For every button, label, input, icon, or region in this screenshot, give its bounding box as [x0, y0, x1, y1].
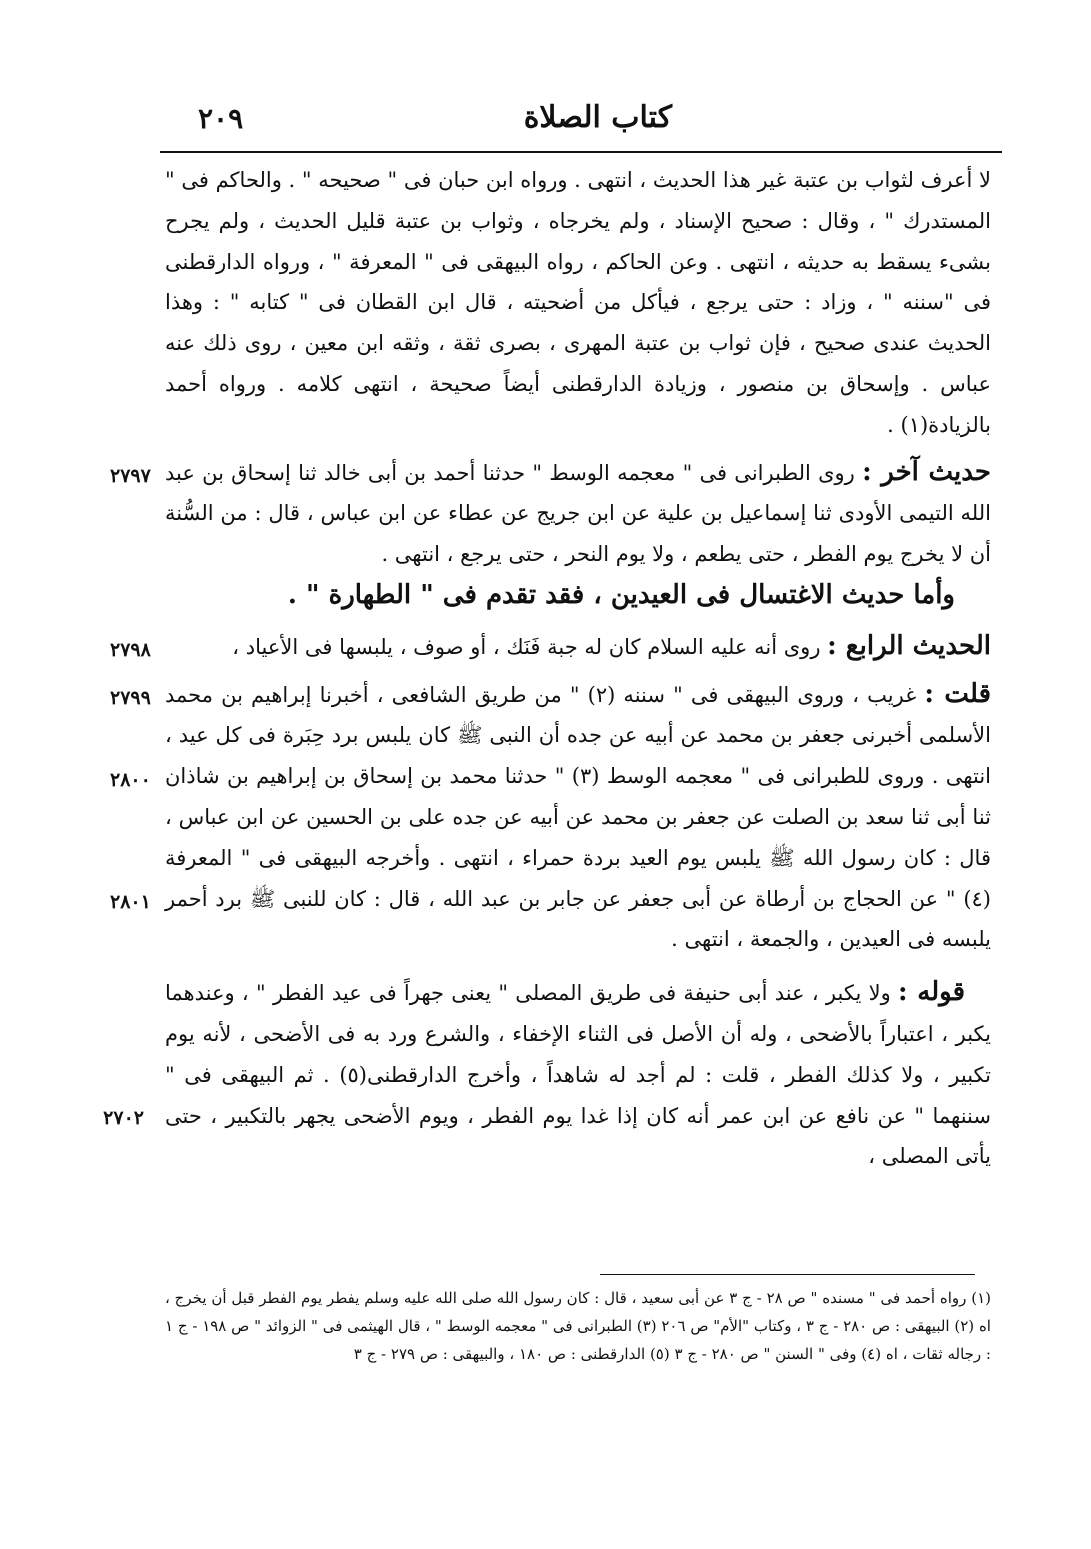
hadith-number: ٢٧٠٢ — [103, 1107, 144, 1130]
paragraph-text: غريب ، وروى البيهقى فى " سننه (٢) " من طريق الشافعى ، أخبرنا إبراهيم بن محمد الأسلمى أخبرنى جعفر بن محمد عن أبيه عن جده أن النبى ﷺ كان يلبس برد حِبَرة فى كل عيد ، انتهى . وروى للطبرانى فى " معجمه الوسط (٣) " حدثنا محمد بن إسحاق بن إبراهيم بن شاذان ثنا أبى ثنا سعد بن الصلت عن جعفر بن محمد عن أبيه عن جده على بن الحسين عن ابن عباس ، قال : كان رسول الله ﷺ يلبس يوم العيد بردة حمراء ، انتهى . وأخرجه البيهقى فى " المعرفة (٤) " عن الحجاج بن أرطاة عن أبى جعفر عن جابر بن عبد الله ، قال : كان للنبى ﷺ برد أحمر يلبسه فى العيدين ، والجمعة ، انتهى . — [165, 682, 991, 952]
hadith-paragraph-2798 — [110, 626, 991, 668]
hadith-number: ٢٧٩٩ — [110, 686, 151, 709]
paragraph-1: لا أعرف لثواب بن عتبة غير هذا الحديث ، انتهى . ورواه ابن حبان فى " صحيحه " . والحاكم فى " المستدرك " ، وقال : صحيح الإسناد ، ولم يخرجاه ، وثواب بن عتبة قليل الحديث ، ولم يجرح بشىء يسقط به حديثه ، انتهى . وعن الحاكم ، رواه البيهقى فى " المعرفة " ، ورواه الدارقطنى فى "سننه " ، وزاد : حتى يرجع ، فيأكل من أضحيته ، قال ابن القطان فى " كتابه " : وهذا الحديث عندى صحيح ، فإن ثواب بن عتبة المهرى ، بصرى ثقة ، وثقه ابن معين ، روى ذلك عنه عباس . وإسحاق بن منصور ، وزيادة الدارقطنى أيضاً صحيحة ، انتهى كلامه . ورواه أحمد بالزيادة(١) . — [165, 168, 991, 437]
hadith-number: ٢٨٠٠ — [110, 768, 151, 791]
footnotes — [165, 1284, 991, 1368]
paragraph-text: روى أنه عليه السلام كان له جبة فَنَك ، أو صوف ، يلبسها فى الأعياد ، — [232, 634, 821, 659]
hadith-paragraph-2799 — [110, 674, 991, 961]
header-rule — [160, 151, 1002, 153]
paragraph-qawluhu — [103, 972, 991, 1177]
hadith-number: ٢٨٠١ — [110, 890, 151, 913]
paragraph-text: ولا يكبر ، عند أبى حنيفة فى طريق المصلى " يعنى جهراً فى عيد الفطر " ، وعندهما يكبر ، اعتباراً بالأضحى ، وله أن الأصل فى الثناء الإخفاء ، والشرع ورد به فى الأضحى ، لأنه يوم تكبير ، ولا كذلك الفطر ، قلت : لم أجد له شاهداً ، وأخرج الدارقطنى(٥) . ثم البيهقى فى " سننهما " عن نافع عن ابن عمر أنه كان إذا غدا يوم الفطر ، ويوم الأضحى يجهر بالتكبير ، حتى يأتى المصلى ، — [165, 981, 991, 1169]
footnote-text: (١) رواه أحمد فى " مسنده " ص ٢٨ - ج ٣ عن أبى سعيد ، قال : كان رسول الله صلى الله عليه وسلم يفطر يوم الفطر قبل أن يخرج ، اه (٢) البيهقى : ص ٢٨٠ - ج ٣ ، وكتاب "الأم" ص ٢٠٦ (٣) الطبرانى فى " معجمه الوسط " ، قال الهيثمى فى " الزوائد " ص ١٩٨ - ج ١ : رجاله ثقات ، اه (٤) وفى " السنن " ص ٢٨٠ - ج ٣ (٥) الدارقطنى : ص ١٨٠ ، والبيهقى : ص ٢٧٩ - ج ٣ — [165, 1289, 991, 1363]
section-lead: حديث آخر : — [862, 456, 991, 487]
hadith-number: ٢٧٩٨ — [110, 638, 151, 661]
hadith-number: ٢٧٩٧ — [110, 464, 151, 487]
book-title: كتاب الصلاة — [523, 100, 672, 135]
paragraph-ghusl: وأما حديث الاغتسال فى العيدين ، فقد تقدم فى " الطهارة " . — [287, 579, 955, 610]
hadith-paragraph-2797 — [110, 452, 991, 575]
footnote-rule — [600, 1274, 975, 1275]
section-lead: قوله : — [898, 977, 965, 1008]
page-header — [160, 92, 1002, 148]
section-lead: قلت : — [924, 678, 991, 709]
paragraph-text: روى الطبرانى فى " معجمه الوسط " حدثنا أحمد بن أبى خالد ثنا إسحاق بن عبد الله التيمى الأودى ثنا إسماعيل بن علية عن ابن جريج عن عطاء عن ابن عباس ، قال : من السُّنة أن لا يخرج يوم الفطر ، حتى يطعم ، ولا يوم النحر ، حتى يرجع ، انتهى . — [165, 460, 991, 567]
page-number: ٢٠٩ — [198, 102, 244, 135]
main-text — [103, 160, 991, 1177]
section-lead: الحديث الرابع : — [827, 630, 991, 661]
